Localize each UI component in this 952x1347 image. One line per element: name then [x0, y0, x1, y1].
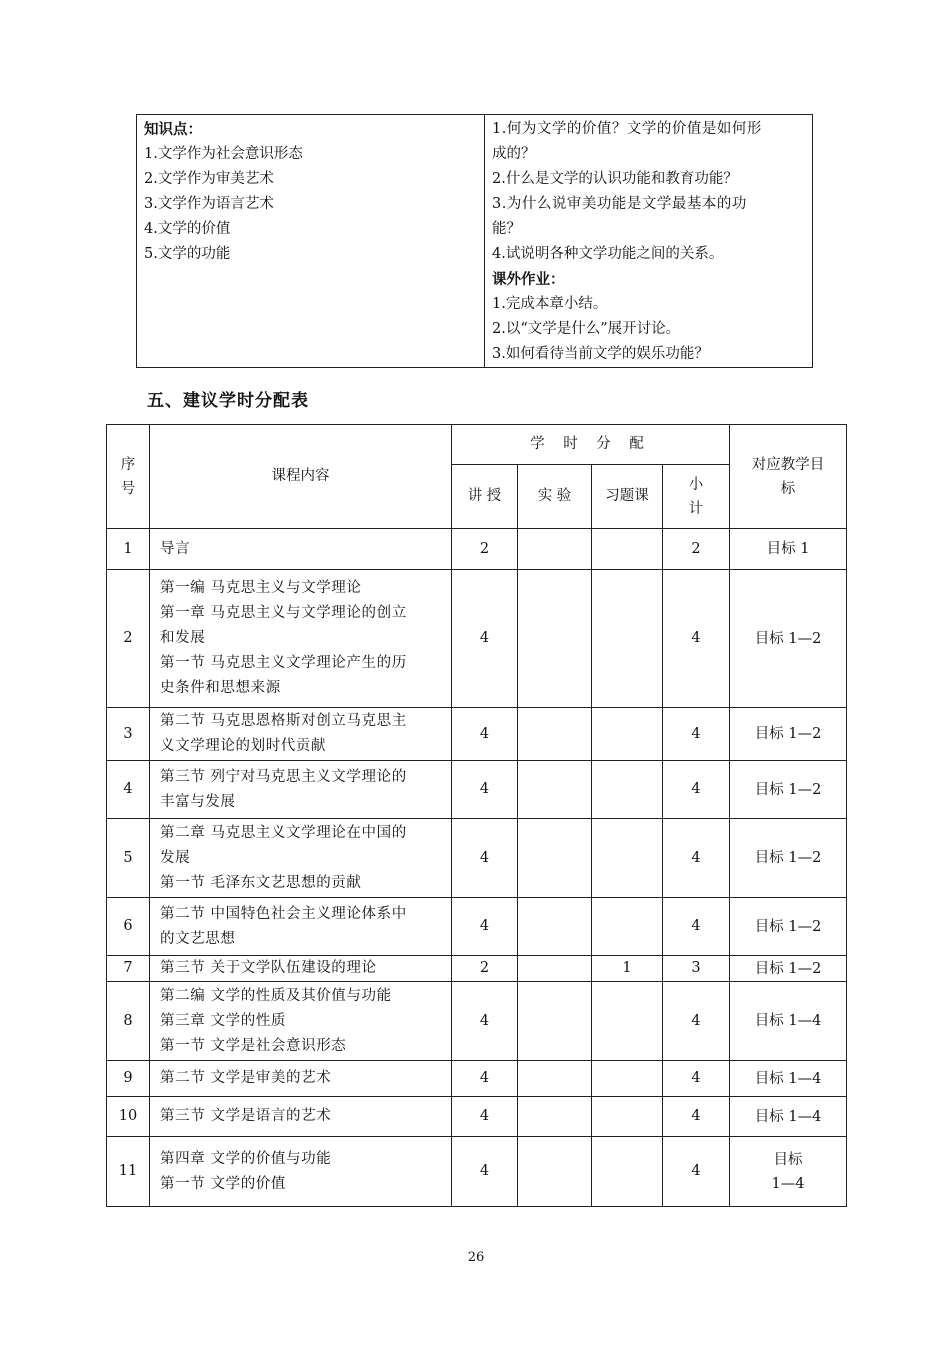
row-exercise-hours [592, 708, 663, 761]
page-number: 26 [467, 1250, 485, 1265]
row-content [150, 529, 452, 570]
row-exercise-hours: 1 [592, 956, 663, 982]
row-number: 4 [107, 761, 150, 819]
row-subtotal-hours: 4 [663, 898, 730, 956]
table-row [107, 956, 847, 982]
row-experiment-hours [518, 1061, 592, 1097]
table-row [107, 1061, 847, 1097]
row-lecture-hours: 4 [452, 1061, 518, 1097]
row-number: 1 [107, 529, 150, 570]
header-subtotal: 小 计 [663, 465, 730, 529]
row-experiment-hours [518, 570, 592, 708]
content-line: 第一章 马克思主义与文学理论的创立 [160, 605, 407, 621]
row-target [730, 1137, 847, 1207]
target-line: 目标 1—2 [754, 850, 822, 866]
table-row [107, 898, 847, 956]
header-exercise: 习题课 [592, 465, 663, 529]
knowledge-questions-table [136, 114, 813, 368]
row-experiment-hours [518, 956, 592, 982]
row-subtotal-hours: 3 [663, 956, 730, 982]
header-lecture: 讲 授 [452, 465, 518, 529]
row-target [730, 761, 847, 819]
content-line: 第二章 马克思主义文学理论在中国的 [160, 824, 407, 841]
target-line: 目标 1—2 [754, 630, 822, 647]
target-line: 目标 1—2 [754, 726, 822, 742]
row-subtotal-hours: 4 [663, 761, 730, 819]
row-experiment-hours [518, 898, 592, 956]
knowledge-point-item: 5.文学的功能 [144, 246, 231, 262]
question-item: 4.试说明各种文学功能之间的关系。 [492, 246, 724, 262]
content-line: 义文学理论的划时代贡献 [160, 738, 327, 754]
row-subtotal-hours: 4 [663, 1137, 730, 1207]
target-line: 目标 1—4 [754, 1108, 822, 1125]
row-number: 10 [107, 1097, 150, 1137]
content-line: 第一节 马克思主义文学理论产生的历 [160, 655, 407, 671]
row-target [730, 1097, 847, 1137]
row-experiment-hours [518, 1097, 592, 1137]
row-experiment-hours [518, 761, 592, 819]
table-row [107, 708, 847, 761]
row-exercise-hours [592, 761, 663, 819]
row-subtotal-hours: 4 [663, 819, 730, 898]
row-experiment-hours [518, 708, 592, 761]
target-line: 目标 1—2 [754, 918, 822, 935]
row-exercise-hours [592, 982, 663, 1061]
content-line: 第二编 文学的性质及其价值与功能 [160, 987, 392, 1004]
question-item: 2.什么是文学的认识功能和教育功能？ [492, 171, 738, 187]
row-lecture-hours: 4 [452, 819, 518, 898]
target-line: 目标 1—4 [754, 1013, 822, 1029]
table-row [107, 761, 847, 819]
row-lecture-hours: 4 [452, 708, 518, 761]
content-line: 丰富与发展 [160, 793, 236, 810]
row-number: 7 [107, 956, 150, 982]
row-content [150, 898, 452, 956]
table-row [107, 819, 847, 898]
row-exercise-hours [592, 529, 663, 570]
row-content [150, 1137, 452, 1207]
content-line: 第四章 文学的价值与功能 [160, 1150, 332, 1167]
row-target [730, 1061, 847, 1097]
content-line: 第一节 文学是社会意识形态 [160, 1037, 347, 1054]
table-row [107, 982, 847, 1061]
homework-item: 3.如何看待当前文学的娱乐功能？ [492, 346, 709, 362]
row-exercise-hours [592, 819, 663, 898]
content-line: 导言 [160, 540, 191, 557]
row-target [730, 529, 847, 570]
section-heading: 五、建议学时分配表 [147, 391, 309, 411]
table-row [107, 570, 847, 708]
header-target: 对应教学目 标 [730, 425, 847, 529]
homework-item: 2.以“文学是什么”展开讨论。 [492, 321, 681, 337]
row-number: 5 [107, 819, 150, 898]
row-number: 2 [107, 570, 150, 708]
target-line: 目标 1—2 [754, 960, 822, 977]
knowledge-points-title: 知识点： [144, 121, 202, 138]
row-number: 9 [107, 1061, 150, 1097]
row-content [150, 570, 452, 708]
row-content [150, 956, 452, 982]
row-subtotal-hours: 4 [663, 1061, 730, 1097]
row-exercise-hours [592, 1097, 663, 1137]
row-exercise-hours [592, 570, 663, 708]
target-line: 目标 1—4 [754, 1070, 822, 1087]
row-number: 11 [107, 1137, 150, 1207]
row-content [150, 708, 452, 761]
row-lecture-hours: 4 [452, 570, 518, 708]
content-line: 第二节 文学是审美的艺术 [160, 1070, 332, 1086]
row-number: 6 [107, 898, 150, 956]
target-line: 目标 1 [766, 541, 810, 557]
homework-title: 课外作业： [492, 271, 565, 288]
content-line: 第一节 毛泽东文艺思想的贡献 [160, 874, 362, 891]
row-target [730, 956, 847, 982]
content-line: 第二节 马克思恩格斯对创立马克思主 [160, 713, 407, 729]
content-line: 第一编 马克思主义与文学理论 [160, 580, 362, 596]
homework-item: 1.完成本章小结。 [492, 296, 608, 312]
header-seq: 序 号 [107, 425, 150, 529]
row-content [150, 1097, 452, 1137]
row-subtotal-hours: 4 [663, 982, 730, 1061]
content-line: 和发展 [160, 630, 206, 646]
row-target [730, 898, 847, 956]
target-line: 1—4 [771, 1175, 805, 1192]
row-target [730, 982, 847, 1061]
row-lecture-hours: 4 [452, 982, 518, 1061]
row-exercise-hours [592, 898, 663, 956]
knowledge-point-item: 2.文学作为审美艺术 [144, 171, 274, 187]
row-number: 3 [107, 708, 150, 761]
target-line: 目标 [773, 1151, 803, 1168]
row-experiment-hours [518, 1137, 592, 1207]
row-lecture-hours: 4 [452, 1137, 518, 1207]
knowledge-point-item: 4.文学的价值 [144, 221, 231, 237]
row-content [150, 1061, 452, 1097]
row-lecture-hours: 2 [452, 956, 518, 982]
row-exercise-hours [592, 1137, 663, 1207]
row-number: 8 [107, 982, 150, 1061]
row-subtotal-hours: 4 [663, 708, 730, 761]
content-line: 第一节 文学的价值 [160, 1175, 287, 1192]
row-subtotal-hours: 4 [663, 570, 730, 708]
question-item: 1.何为文学的价值？文学的价值是如何形 [492, 121, 762, 137]
content-line: 的文艺思想 [160, 930, 236, 947]
row-lecture-hours: 4 [452, 761, 518, 819]
row-target [730, 570, 847, 708]
row-content [150, 761, 452, 819]
question-item: 3.为什么说审美功能是文学最基本的功 [492, 196, 747, 212]
row-target [730, 819, 847, 898]
row-experiment-hours [518, 529, 592, 570]
knowledge-point-item: 1.文学作为社会意识形态 [144, 146, 303, 162]
row-subtotal-hours: 4 [663, 1097, 730, 1137]
content-line: 发展 [160, 849, 191, 866]
target-line: 目标 1—2 [754, 781, 822, 798]
row-subtotal-hours: 2 [663, 529, 730, 570]
row-experiment-hours [518, 982, 592, 1061]
row-lecture-hours: 2 [452, 529, 518, 570]
header-experiment: 实 验 [518, 465, 592, 529]
row-target [730, 708, 847, 761]
knowledge-point-item: 3.文学作为语言艺术 [144, 196, 274, 212]
question-item: 能？ [492, 221, 521, 237]
row-lecture-hours: 4 [452, 898, 518, 956]
table-row [107, 529, 847, 570]
content-line: 第二节 中国特色社会主义理论体系中 [160, 905, 407, 922]
content-line: 第三节 关于文学队伍建设的理论 [160, 960, 377, 976]
row-experiment-hours [518, 819, 592, 898]
row-content [150, 982, 452, 1061]
content-line: 第三节 文学是语言的艺术 [160, 1108, 332, 1124]
table-row [107, 1137, 847, 1207]
row-content [150, 819, 452, 898]
question-item: 成的？ [492, 146, 536, 162]
knowledge-points-cell [137, 115, 485, 368]
content-line: 第三章 文学的性质 [160, 1012, 287, 1029]
hours-allocation-table [106, 424, 847, 1207]
table-row [107, 1097, 847, 1137]
content-line: 史条件和思想来源 [160, 680, 281, 696]
header-hours-group: 学 时 分 配 [452, 425, 730, 465]
header-content: 课程内容 [150, 425, 452, 529]
row-lecture-hours: 4 [452, 1097, 518, 1137]
content-line: 第三节 列宁对马克思主义文学理论的 [160, 768, 407, 785]
questions-cell [485, 115, 813, 368]
row-exercise-hours [592, 1061, 663, 1097]
